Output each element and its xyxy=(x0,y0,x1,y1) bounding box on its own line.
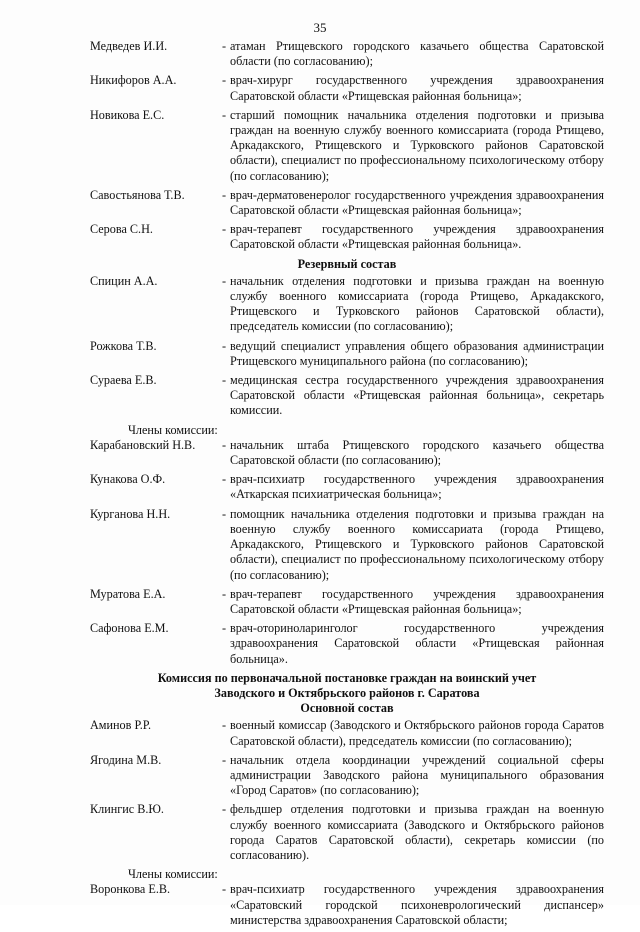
group1 xyxy=(90,39,604,253)
member-entry xyxy=(90,882,604,928)
commission-heading-line1: Комиссия по первоначальной постановке граждан на воинский учет xyxy=(157,670,537,685)
member-position: врач-психиатр государственного учреждения здравоохранения «Аткарская психиатрическая больница»; xyxy=(230,472,604,502)
dash-separator: - xyxy=(222,506,227,521)
group3 xyxy=(90,438,604,667)
members-label: Члены комиссии: xyxy=(128,422,218,437)
member-name: Сафонова Е.М. xyxy=(90,621,169,636)
dash-separator: - xyxy=(222,187,227,202)
reserve-heading: Резервный состав xyxy=(297,256,397,271)
member-position: начальник отдела координации учреждений социальной сферы администрации Заводского района муниципального образования «Город Саратов» (по согласованию); xyxy=(230,752,604,798)
member-name: Воронкова Е.В. xyxy=(90,882,171,897)
dash-separator: - xyxy=(222,472,227,487)
member-entry xyxy=(90,621,604,667)
member-position: ведущий специалист управления общего образования администрации Ртищевского муниципального района (по согласованию); xyxy=(230,338,604,368)
member-position: врач-оториноларинголог государственного учреждения здравоохранения Саратовской области «Ртищевская районная больница». xyxy=(230,621,604,666)
page-number: 35 xyxy=(313,20,327,35)
dash-separator: - xyxy=(222,437,227,452)
member-entry xyxy=(90,222,604,252)
dash-separator: - xyxy=(222,882,227,897)
member-name: Клингис В.Ю. xyxy=(90,802,164,817)
member-position: фельдшер отделения подготовки и призыва граждан на военную службу военного комиссариата (Заводского и Октябрьского районов города Саратов Саратовской области), секретарь комиссии (по согласованию). xyxy=(230,802,604,862)
member-entry xyxy=(90,438,604,468)
member-name: Никифоров А.А. xyxy=(90,73,177,88)
member-name: Кунакова О.Ф. xyxy=(90,472,166,487)
member-entry xyxy=(90,73,604,103)
dash-separator: - xyxy=(222,222,227,237)
member-position: начальник отделения подготовки и призыва граждан на военную службу военного комиссариата (города Ртищево, Аркадакского, Ртищевского и Турковского районов Саратовской области), председатель комиссии (по согласованию); xyxy=(230,273,604,334)
member-entry xyxy=(90,274,604,335)
member-name: Муратова Е.А. xyxy=(90,586,166,601)
members-label: Члены комиссии: xyxy=(128,867,218,882)
document-body xyxy=(90,39,604,932)
member-entry xyxy=(90,39,604,69)
member-entry xyxy=(90,188,604,218)
member-name: Карабановский Н.В. xyxy=(90,437,196,452)
dash-separator: - xyxy=(222,107,227,122)
group4 xyxy=(90,718,604,863)
member-name: Ягодина М.В. xyxy=(90,752,162,767)
dash-separator: - xyxy=(222,718,227,733)
dash-separator: - xyxy=(222,273,227,288)
dash-separator: - xyxy=(222,338,227,353)
member-name: Спицин А.А. xyxy=(90,273,158,288)
member-name: Сураева Е.В. xyxy=(90,373,157,388)
member-position: атаман Ртищевского городского казачьего общества Саратовской области (по согласованию); xyxy=(230,39,604,69)
member-position: помощник начальника отделения подготовки и призыва граждан на военную службу военного комиссариата (города Ртищево, Аркадакского, Ртищевского и Турковского районов Саратовской области), специалист по профессиональному психологическому отбору (по согласованию); xyxy=(230,506,604,582)
member-name: Савостьянова Т.В. xyxy=(90,187,185,202)
member-position: врач-терапевт государственного учреждения здравоохранения Саратовской области «Ртищевская районная больница». xyxy=(230,222,604,252)
member-name: Рожкова Т.В. xyxy=(90,338,157,353)
dash-separator: - xyxy=(222,39,227,53)
member-name: Серова С.Н. xyxy=(90,222,153,237)
member-name: Медведев И.И. xyxy=(90,39,168,53)
member-position: начальник штаба Ртищевского городского казачьего общества Саратовской области (по согласованию); xyxy=(230,437,604,468)
main-heading: Основной состав xyxy=(300,701,394,716)
dash-separator: - xyxy=(222,586,227,601)
dash-separator: - xyxy=(222,621,227,636)
member-entry xyxy=(90,802,604,863)
commission-heading-line2: Заводского и Октябрьского районов г. Саратова xyxy=(214,685,480,700)
member-entry xyxy=(90,339,604,369)
dash-separator: - xyxy=(222,752,227,767)
member-name: Аминов Р.Р. xyxy=(90,718,152,733)
member-entry xyxy=(90,472,604,502)
dash-separator: - xyxy=(222,802,227,817)
member-position: старший помощник начальника отделения подготовки и призыва граждан на военную службу военного комиссариата (города Ртищево, Аркадакского, Ртищевского и Турковского районов Саратовской области), специалист по профессиональному психологическому отбору (по согласованию); xyxy=(230,107,604,183)
member-position: врач-дерматовенеролог государственного учреждения здравоохранения Саратовской области «Ртищевская районная больница»; xyxy=(230,187,604,218)
member-name: Курганова Н.Н. xyxy=(90,506,171,521)
member-position: медицинская сестра государственного учреждения здравоохранения Саратовской области «Ртищевская районная больница», секретарь комиссии. xyxy=(230,373,604,418)
member-entry xyxy=(90,587,604,617)
dash-separator: - xyxy=(222,73,227,88)
member-name: Новикова Е.С. xyxy=(90,107,165,122)
member-position: врач-хирург государственного учреждения здравоохранения Саратовской области «Ртищевская районная больница»; xyxy=(230,73,604,103)
member-position: врач-психиатр государственного учреждения здравоохранения «Саратовский городской психоневрологический диспансер» министерства здравоохранения Саратовской области; xyxy=(230,882,604,927)
member-entry xyxy=(90,507,604,583)
group5 xyxy=(90,882,604,928)
dash-separator: - xyxy=(222,373,227,388)
member-entry xyxy=(90,718,604,748)
group2 xyxy=(90,274,604,419)
member-entry xyxy=(90,108,604,184)
member-position: военный комиссар (Заводского и Октябрьского районов города Саратов Саратовской области), председатель комиссии (по согласованию); xyxy=(230,718,604,748)
member-position: врач-терапевт государственного учреждения здравоохранения Саратовской области «Ртищевская районная больница»; xyxy=(230,586,604,616)
member-entry xyxy=(90,753,604,799)
member-entry xyxy=(90,373,604,419)
